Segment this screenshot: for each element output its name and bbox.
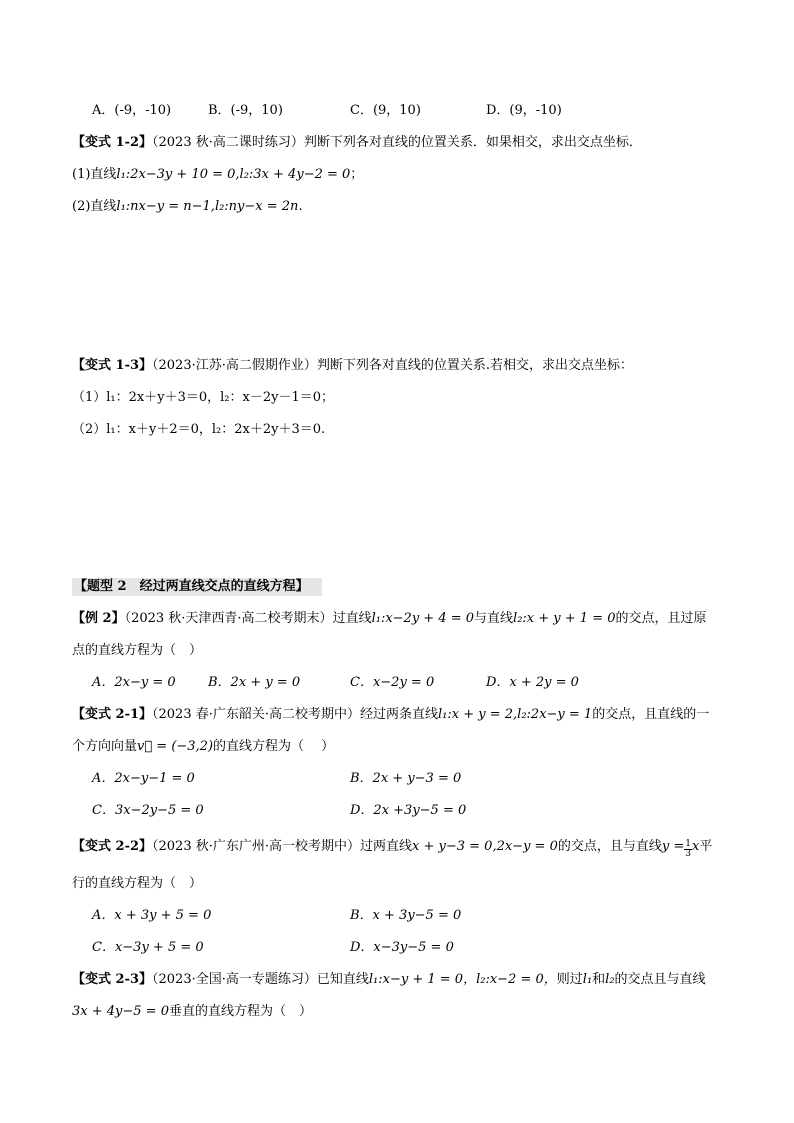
equation: l₁:x−y + 1 = 0，	[368, 972, 477, 987]
variant-1-2-part-1	[72, 166, 363, 184]
stem: 的直线方程为（ ）	[213, 739, 335, 754]
equation: y =	[661, 839, 685, 854]
vector: v⃗ = (−3,2)	[137, 739, 214, 754]
source: （2023 秋·广东广州·高一校考期中）	[152, 839, 360, 854]
equation: l₁:x−2y + 4 = 0	[371, 611, 475, 626]
prefix: (1)直线	[72, 167, 117, 182]
option-a: A．(-9，-10)	[92, 103, 172, 118]
source: （2023·江苏·高二假期作业）	[152, 358, 317, 373]
equation: l₂:x−2 = 0，	[476, 972, 557, 987]
variant-2-2-stem	[72, 838, 712, 859]
prefix: (2)直线	[72, 199, 117, 214]
option-a: A．2x−y = 0	[92, 675, 176, 690]
equation: l₁:2x−3y + 10 = 0,	[116, 167, 240, 182]
variant-2-2-stem-line2: 行的直线方程为（ ）	[72, 876, 203, 891]
option-b: B．2x + y−3 = 0	[350, 771, 462, 786]
equation: l₂:2x−y = 1	[517, 707, 593, 722]
example-2-stem	[72, 610, 707, 628]
option-d: D．2x +3y−5 = 0	[350, 803, 467, 818]
variant-tag: 【变式 1-3】	[72, 358, 153, 373]
equation: l₁:nx−y = n−1,	[116, 199, 215, 214]
variant-tag: 【变式 2-2】	[72, 839, 153, 854]
variant-tag: 【变式 2-3】	[72, 972, 153, 987]
stem: 则过	[556, 972, 583, 987]
variant-tag: 【变式 1-2】	[72, 135, 153, 150]
variant-tag: 【变式 2-1】	[72, 707, 153, 722]
equation: 3x + 4y−5 = 0	[72, 1004, 169, 1019]
fraction	[684, 840, 692, 859]
stem: 个方向向量	[72, 739, 138, 754]
variant-1-2-stem	[72, 134, 642, 152]
variant-1-2-part-2	[72, 198, 303, 216]
variant-1-3-stem	[72, 357, 633, 375]
source: （2023 秋·天津西青·高二校考期末）	[124, 611, 333, 626]
stem: 的交点，且直线的一	[592, 707, 710, 722]
option-c: C．3x−2y−5 = 0	[92, 803, 204, 818]
stem: 与直线	[474, 611, 514, 626]
stem: 的交点且与直线	[614, 972, 706, 987]
equation: l₂:x + y + 1 = 0	[513, 611, 616, 626]
stem: 平	[699, 839, 713, 854]
stem: 已知直线	[316, 972, 369, 987]
source: （2023 春·广东韶关·高二校考期中）	[152, 707, 360, 722]
equation: x + y−3 = 0,2x−y = 0	[412, 839, 558, 854]
end: .	[298, 199, 303, 214]
option-a: A．x + 3y + 5 = 0	[92, 908, 212, 923]
stem: 垂直的直线方程为（ ）	[168, 1004, 312, 1019]
option-b: B．2x + y = 0	[208, 675, 301, 690]
source: （2023·全国·高一专题练习）	[152, 972, 317, 987]
option-b: B．(-9，10)	[208, 103, 283, 118]
source: （2023 秋·高二课时练习）	[152, 135, 304, 150]
numerator: 1	[685, 839, 691, 849]
stem: 过两直线	[360, 839, 413, 854]
variant-2-3-stem-line2	[72, 1003, 312, 1021]
option-d: D．x−3y−5 = 0	[350, 940, 454, 955]
denominator: 3	[685, 849, 691, 859]
equation: x	[691, 839, 700, 854]
end: ；	[350, 167, 364, 182]
variant-1-3-part-2: （2）l₁：x＋y＋2＝0，l₂：2x＋2y＋3＝0.	[72, 422, 326, 437]
equation: l₂:3x + 4y−2 = 0	[239, 167, 351, 182]
option-c: C．(9，10)	[350, 103, 421, 118]
equation: l₁:x + y = 2,	[438, 707, 518, 722]
stem: 经过两条直线	[360, 707, 439, 722]
variant-2-1-stem-line2	[72, 738, 334, 756]
variant-2-1-stem	[72, 706, 709, 724]
symbol: l₁	[582, 972, 593, 987]
option-c: C．x−2y = 0	[350, 675, 435, 690]
option-d: D．x + 2y = 0	[486, 675, 579, 690]
section-banner: 【题型 2 经过两直线交点的直线方程】	[72, 578, 322, 596]
stem: 和	[592, 972, 606, 987]
example-2-stem-line2: 点的直线方程为（ ）	[72, 643, 203, 658]
option-d: D．(9，-10)	[486, 103, 562, 118]
symbol: l₂	[605, 972, 615, 987]
variant-1-3-part-1: （1）l₁：2x＋y＋3＝0，l₂：x－2y－1＝0；	[72, 390, 334, 405]
option-b: B．x + 3y−5 = 0	[350, 908, 462, 923]
option-c: C．x−3y + 5 = 0	[92, 940, 204, 955]
stem: 的交点，且过原	[615, 611, 707, 626]
stem: 过直线	[332, 611, 372, 626]
stem: 的交点，且与直线	[557, 839, 662, 854]
example-tag: 【例 2】	[72, 611, 125, 626]
variant-2-3-stem	[72, 971, 706, 989]
stem: 判断下列各对直线的位置关系.若相交，求出交点坐标：	[316, 358, 634, 373]
option-a: A．2x−y−1 = 0	[92, 771, 195, 786]
equation: l₂:ny−x = 2n	[214, 199, 299, 214]
stem: 判断下列各对直线的位置关系．如果相交，求出交点坐标．	[303, 135, 642, 150]
